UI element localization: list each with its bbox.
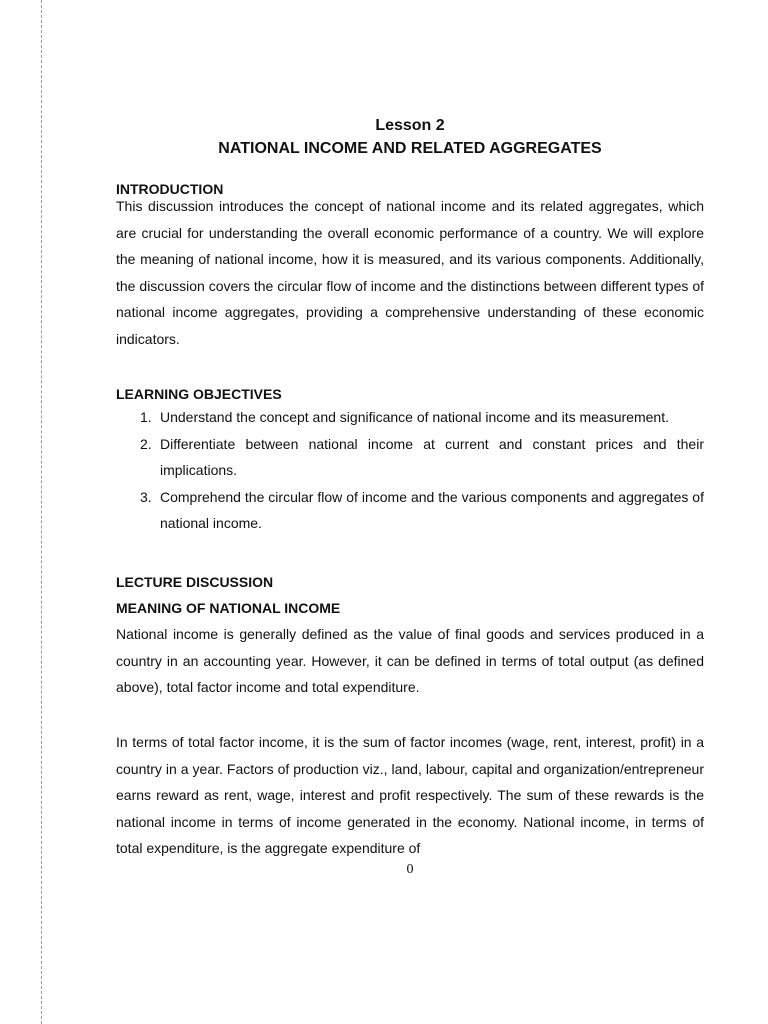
lecture-discussion-heading: LECTURE DISCUSSION — [116, 574, 274, 590]
page-margin-rule — [41, 0, 42, 1024]
objective-item — [116, 484, 704, 537]
lesson-number: Lesson 2 — [375, 117, 445, 134]
introduction-heading: INTRODUCTION — [116, 181, 224, 197]
page-number: 0 — [406, 862, 414, 877]
objective-text: Understand the concept and significance of national income and its measurement. — [160, 409, 669, 425]
objective-number: 2. — [140, 435, 152, 452]
meaning-of-national-income-heading: MEANING OF NATIONAL INCOME — [116, 600, 341, 616]
national-income-definition-paragraph: National income is generally defined as the value of final goods and services produced in a country in an accounting year. However, it can be defined in terms of total output (as defined above), total factor income and total expenditure. — [116, 626, 704, 696]
introduction-paragraph: This discussion introduces the concept of national income and its related aggregates, which are crucial for understanding the overall economic performance of a country. We will explore the meaning of national income, how it is measured, and its various components. Additionally, the discussion covers the circular flow of income and the distinctions between different types of national income aggregates, providing a comprehensive understanding of these economic indicators. — [116, 198, 704, 347]
factor-income-paragraph: In terms of total factor income, it is the sum of factor incomes (wage, rent, interest, profit) in a country in a year. Factors of production viz., land, labour, capital and organization/entrepreneur earns reward as rent, wage, interest and profit respectively. The sum of these rewards is the national income in terms of income generated in the economy. National income, in terms of total expenditure, is the aggregate expenditure of — [116, 734, 704, 857]
objective-text: Comprehend the circular flow of income and the various components and aggregates of national income. — [160, 488, 704, 532]
learning-objectives-heading: LEARNING OBJECTIVES — [116, 386, 282, 402]
objective-item — [116, 404, 704, 431]
objective-item — [116, 431, 704, 484]
objective-number: 1. — [140, 409, 152, 425]
objective-text: Differentiate between national income at current and constant prices and their implications. — [160, 435, 704, 479]
lesson-title: NATIONAL INCOME AND RELATED AGGREGATES — [218, 140, 602, 157]
learning-objectives-list — [116, 404, 704, 537]
objective-number: 3. — [140, 488, 152, 505]
